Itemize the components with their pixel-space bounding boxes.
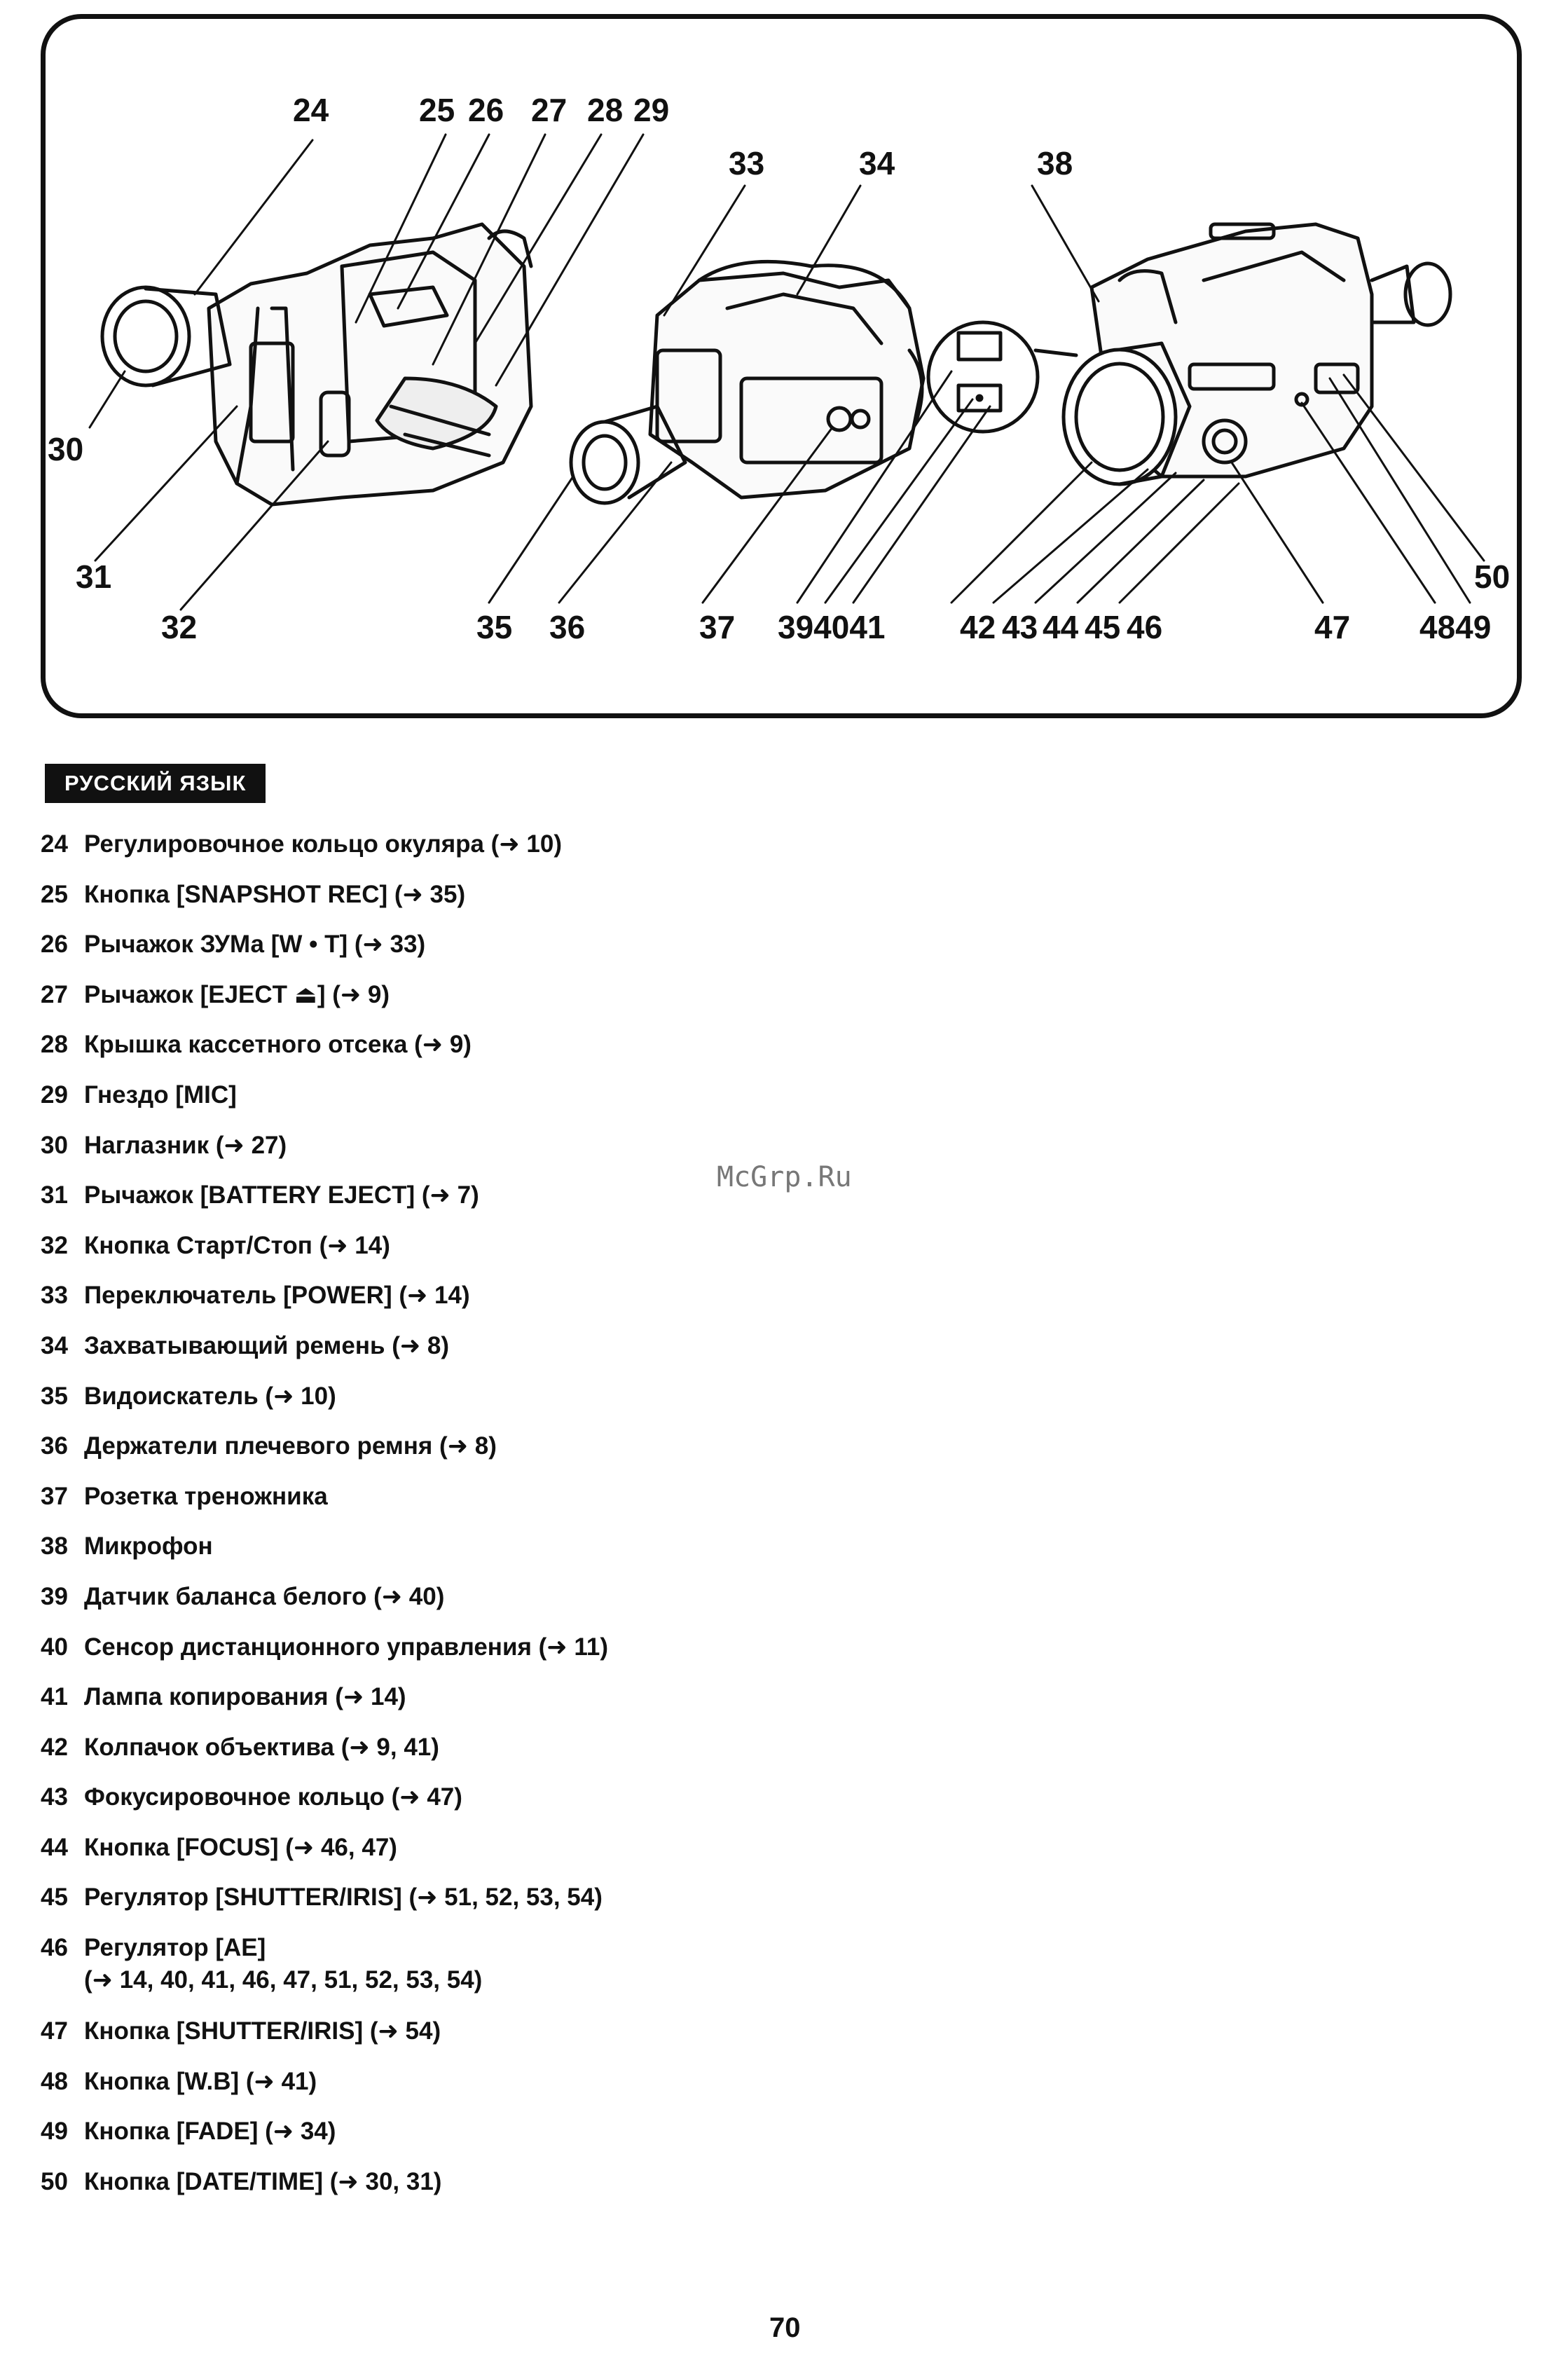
list-item: 43 Фокусировочное кольцо (➜ 47) <box>41 1783 462 1811</box>
callout-29: 29 <box>633 92 670 128</box>
camcorder-rear-view <box>571 261 923 503</box>
callout-37: 37 <box>699 609 736 645</box>
list-item: 25 Кнопка [SNAPSHOT REC] (➜ 35) <box>41 880 466 908</box>
callout-48-49: 4849 <box>1419 609 1492 645</box>
camcorder-left-view <box>102 224 531 505</box>
callout-36: 36 <box>549 609 586 645</box>
callout-33: 33 <box>729 145 765 181</box>
list-item: 37 Розетка треножника <box>41 1482 328 1510</box>
list-item: 31 Рычажок [BATTERY EJECT] (➜ 7) <box>41 1181 479 1209</box>
sensor-detail-circle <box>928 322 1076 432</box>
callout-24: 24 <box>293 92 329 128</box>
list-item: 47 Кнопка [SHUTTER/IRIS] (➜ 54) <box>41 2017 441 2045</box>
list-item: 35 Видоискатель (➜ 10) <box>41 1382 336 1410</box>
list-item: 49 Кнопка [FADE] (➜ 34) <box>41 2118 336 2146</box>
callout-30: 30 <box>48 431 84 467</box>
language-badge: РУССКИЙ ЯЗЫК <box>45 764 266 803</box>
list-item: 44 Кнопка [FOCUS] (➜ 46, 47) <box>41 1833 397 1861</box>
callout-38: 38 <box>1037 145 1073 181</box>
callout-31: 31 <box>76 558 112 595</box>
list-item: 24 Регулировочное кольцо окуляра (➜ 10) <box>41 830 562 858</box>
callout-45: 45 <box>1085 609 1121 645</box>
callout-27: 27 <box>531 92 568 128</box>
watermark: McGrp.Ru <box>717 1161 852 1193</box>
list-item: 27 Рычажок [EJECT ⏏] (➜ 9) <box>41 980 390 1008</box>
parts-list <box>41 828 1092 2216</box>
list-item: 48 Кнопка [W.B] (➜ 41) <box>41 2067 317 2095</box>
callout-35: 35 <box>476 609 513 645</box>
list-item: 42 Колпачок объектива (➜ 9, 41) <box>41 1733 439 1761</box>
callout-47: 47 <box>1314 609 1351 645</box>
callout-25: 25 <box>419 92 455 128</box>
camcorder-front-view <box>1064 224 1450 484</box>
callout-50: 50 <box>1474 558 1511 595</box>
callout-28: 28 <box>587 92 624 128</box>
list-item: 50 Кнопка [DATE/TIME] (➜ 30, 31) <box>41 2167 442 2195</box>
list-item: 39 Датчик баланса белого (➜ 40) <box>41 1582 445 1610</box>
list-item: 40 Сенсор дистанционного управления (➜ 11) <box>41 1633 608 1661</box>
callout-43: 43 <box>1002 609 1038 645</box>
camcorder-diagram <box>41 14 1522 718</box>
list-item: 36 Держатели плечевого ремня (➜ 8) <box>41 1432 497 1460</box>
list-item: 41 Лампа копирования (➜ 14) <box>41 1683 406 1711</box>
list-item: 32 Кнопка Старт/Стоп (➜ 14) <box>41 1231 390 1259</box>
list-item: 46 Регулятор [AE] (➜ 14, 40, 41, 46, 47, 51, 52, 53, 54) <box>41 1934 483 1994</box>
callout-44: 44 <box>1043 609 1079 645</box>
list-item: 30 Наглазник (➜ 27) <box>41 1131 287 1159</box>
list-item: 26 Рычажок ЗУМа [W • T] (➜ 33) <box>41 931 426 959</box>
callout-39-40-41: 394041 <box>778 609 886 645</box>
page-number: 70 <box>769 2312 801 2343</box>
list-item: 33 Переключатель [POWER] (➜ 14) <box>41 1282 470 1310</box>
callout-32: 32 <box>161 609 198 645</box>
callout-42: 42 <box>960 609 996 645</box>
list-item: 34 Захватывающий ремень (➜ 8) <box>41 1331 450 1359</box>
callout-34: 34 <box>859 145 895 181</box>
callout-46: 46 <box>1127 609 1163 645</box>
callout-26: 26 <box>468 92 504 128</box>
list-item: 29 Гнездо [MIC] <box>41 1080 237 1109</box>
list-item: 28 Крышка кассетного отсека (➜ 9) <box>41 1031 472 1059</box>
list-item: 45 Регулятор [SHUTTER/IRIS] (➜ 51, 52, 53, 54) <box>41 1884 603 1912</box>
list-item: 38 Микрофон <box>41 1532 213 1560</box>
